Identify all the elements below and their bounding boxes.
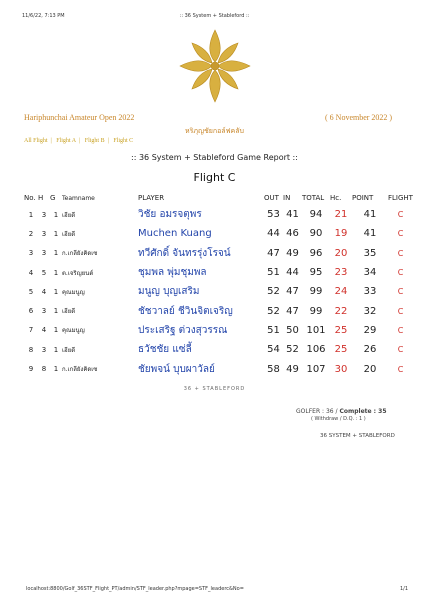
cell-out: 44 xyxy=(267,228,280,240)
cell-no: 2 xyxy=(28,229,34,238)
cell-hole: 3 xyxy=(41,307,47,316)
system-footer: 36 SYSTEM + STABLEFORD xyxy=(320,433,395,439)
header-in: IN xyxy=(283,194,291,202)
cell-total: 99 xyxy=(309,286,323,298)
cell-group: 1 xyxy=(53,345,59,354)
cell-flight: C xyxy=(397,248,404,258)
cell-group: 1 xyxy=(53,365,59,374)
table-row xyxy=(24,244,413,263)
cell-in: 49 xyxy=(286,247,299,259)
cell-point: 34 xyxy=(363,267,377,279)
print-datetime: 11/6/22, 7:13 PM xyxy=(22,13,65,19)
cell-out: 54 xyxy=(267,344,280,356)
cell-handicap: 30 xyxy=(334,363,348,375)
golfer-summary xyxy=(296,408,387,415)
cell-flight: C xyxy=(397,306,404,316)
flight-title: Flight C xyxy=(193,171,236,184)
header-h: H xyxy=(38,194,44,202)
print-title: :: 36 System + Stableford :: xyxy=(179,13,250,19)
cell-hole: 3 xyxy=(41,345,47,354)
cell-team: คุณมนูญ xyxy=(62,288,85,296)
cell-handicap: 23 xyxy=(334,267,348,279)
cell-handicap: 25 xyxy=(334,324,348,336)
header-total: TOTAL xyxy=(302,194,325,202)
cell-group: 1 xyxy=(53,326,59,335)
cell-no: 7 xyxy=(28,326,34,335)
cell-in: 49 xyxy=(286,363,299,375)
cell-hole: 3 xyxy=(41,249,47,258)
table-row xyxy=(24,359,413,378)
cell-flight: C xyxy=(397,345,404,355)
cell-team: ต.เจริญยนต์ xyxy=(62,269,94,277)
cell-point: 33 xyxy=(363,286,377,298)
header-flight: FLIGHT xyxy=(388,194,413,202)
cell-in: 47 xyxy=(286,305,299,317)
cell-point: 20 xyxy=(363,363,377,375)
cell-player: ประเสริฐ ต่วงสุวรรณ xyxy=(138,324,228,336)
header-g: G xyxy=(50,194,56,202)
cell-player: ธวัชชัย แซ่ลี้ xyxy=(138,344,192,356)
cell-no: 4 xyxy=(28,268,34,277)
cell-handicap: 21 xyxy=(334,209,348,221)
cell-total: 99 xyxy=(309,305,323,317)
header-no: No. xyxy=(24,194,36,202)
cell-player: วิชัย อมรจตุพร xyxy=(138,209,202,221)
table-row xyxy=(24,282,413,301)
cell-point: 29 xyxy=(363,324,377,336)
cell-group: 1 xyxy=(53,268,59,277)
cell-group: 1 xyxy=(53,249,59,258)
cell-out: 52 xyxy=(267,286,280,298)
cell-flight: C xyxy=(397,325,404,335)
golfer-count: GOLFER : 36 / xyxy=(296,408,338,415)
cell-no: 1 xyxy=(28,210,34,219)
cell-handicap: 19 xyxy=(334,228,348,240)
cell-in: 46 xyxy=(286,228,299,240)
header-team: Teamname xyxy=(62,194,95,202)
gold-flower-logo-icon xyxy=(178,26,252,106)
cell-point: 32 xyxy=(363,305,377,317)
cell-player: Muchen Kuang xyxy=(138,228,212,240)
cell-player: มนูญ บุญเสริม xyxy=(138,286,200,298)
cell-group: 1 xyxy=(53,210,59,219)
header-out: OUT xyxy=(264,194,279,202)
cell-hole: 4 xyxy=(41,326,47,335)
cell-flight: C xyxy=(397,287,404,297)
cell-hole: 4 xyxy=(41,287,47,296)
event-name: Hariphunchai Amateur Open 2022 xyxy=(24,113,135,122)
cell-hole: 8 xyxy=(41,365,47,374)
cell-no: 6 xyxy=(28,307,34,316)
header-hc: Hc. xyxy=(330,194,342,202)
cell-total: 96 xyxy=(309,247,323,259)
cell-in: 52 xyxy=(286,344,299,356)
cell-handicap: 25 xyxy=(334,344,348,356)
cell-player: ชัยพจน์ บุบผาวัลย์ xyxy=(138,363,215,375)
cell-total: 101 xyxy=(306,324,326,336)
withdraw-count: ( Withdraw / D.Q. : 1 ) xyxy=(311,416,366,422)
flight-links: All Flight | Flight A | Flight B | Flight C xyxy=(24,138,134,144)
cell-team: เฮียดี xyxy=(62,230,76,238)
cell-team: เฮียดี xyxy=(62,308,76,316)
cell-in: 47 xyxy=(286,286,299,298)
cell-flight: C xyxy=(397,268,404,278)
cell-handicap: 22 xyxy=(334,305,348,317)
cell-point: 41 xyxy=(363,209,377,221)
cell-out: 51 xyxy=(267,324,280,336)
cell-out: 51 xyxy=(267,267,280,279)
cell-total: 95 xyxy=(309,267,323,279)
table-row xyxy=(24,340,413,359)
header-point: POINT xyxy=(352,194,374,202)
cell-point: 35 xyxy=(363,247,377,259)
cell-total: 107 xyxy=(306,363,326,375)
table-row xyxy=(24,321,413,340)
complete-count: Complete : 35 xyxy=(339,408,387,415)
cell-no: 5 xyxy=(28,287,34,296)
cell-out: 53 xyxy=(267,209,280,221)
cell-total: 90 xyxy=(309,228,323,240)
cell-hole: 3 xyxy=(41,229,47,238)
flight-link-all[interactable]: All Flight xyxy=(24,138,48,144)
cell-flight: C xyxy=(397,210,404,220)
table-row xyxy=(24,301,413,320)
cell-team: เฮียดี xyxy=(62,346,76,354)
cell-team: ก.เกลียังคิดเซ xyxy=(62,366,98,374)
cell-player: ชัชวาลย์ ชีวินจิตเจริญ xyxy=(138,305,233,317)
cell-team: เฮียดี xyxy=(62,211,76,219)
print-url: localhost:8800/Golf_36STF_Flight_PT/admin/STF_leader.php?mpage=STF_leaderc&No= xyxy=(26,586,244,592)
cell-player: ทวีศักดิ์ จันทรรุ่งโรจน์ xyxy=(138,247,231,259)
results-table xyxy=(24,191,413,379)
stableford-mark: 36 + STABLEFORD xyxy=(183,386,246,392)
cell-team: ก.เกลียังคิดเซ xyxy=(62,250,98,258)
cell-out: 47 xyxy=(267,247,280,259)
cell-in: 44 xyxy=(286,267,299,279)
cell-total: 94 xyxy=(309,209,323,221)
table-row xyxy=(24,205,413,224)
cell-flight: C xyxy=(397,229,404,239)
table-header-row xyxy=(24,191,413,205)
cell-flight: C xyxy=(397,364,404,374)
cell-group: 1 xyxy=(53,307,59,316)
cell-in: 41 xyxy=(286,209,299,221)
flight-link-b[interactable]: Flight B xyxy=(84,138,105,144)
cell-group: 1 xyxy=(53,229,59,238)
cell-group: 1 xyxy=(53,287,59,296)
table-row xyxy=(24,224,413,243)
cell-team: คุณมนูญ xyxy=(62,327,85,335)
cell-hole: 3 xyxy=(41,210,47,219)
event-date: ( 6 November 2022 ) xyxy=(325,113,393,122)
cell-point: 41 xyxy=(363,228,377,240)
cell-no: 9 xyxy=(28,365,34,374)
cell-hole: 5 xyxy=(41,268,47,277)
cell-in: 50 xyxy=(286,324,299,336)
cell-handicap: 20 xyxy=(334,247,348,259)
club-title: หริภุญชัยกอล์ฟคลับ xyxy=(185,127,244,135)
cell-player: ชุมพล พุ่มชุมพล xyxy=(138,267,207,279)
table-row xyxy=(24,263,413,282)
cell-point: 26 xyxy=(363,344,377,356)
cell-no: 3 xyxy=(28,249,34,258)
cell-handicap: 24 xyxy=(334,286,348,298)
cell-out: 58 xyxy=(267,363,280,375)
cell-total: 106 xyxy=(306,344,326,356)
header-player: PLAYER xyxy=(138,194,165,202)
cell-out: 52 xyxy=(267,305,280,317)
cell-no: 8 xyxy=(28,345,34,354)
flight-link-c[interactable]: Flight C xyxy=(113,138,134,144)
flight-link-a[interactable]: Flight A xyxy=(56,138,77,144)
print-page-number: 1/1 xyxy=(400,586,409,592)
report-title: :: 36 System + Stableford Game Report :: xyxy=(131,153,298,162)
